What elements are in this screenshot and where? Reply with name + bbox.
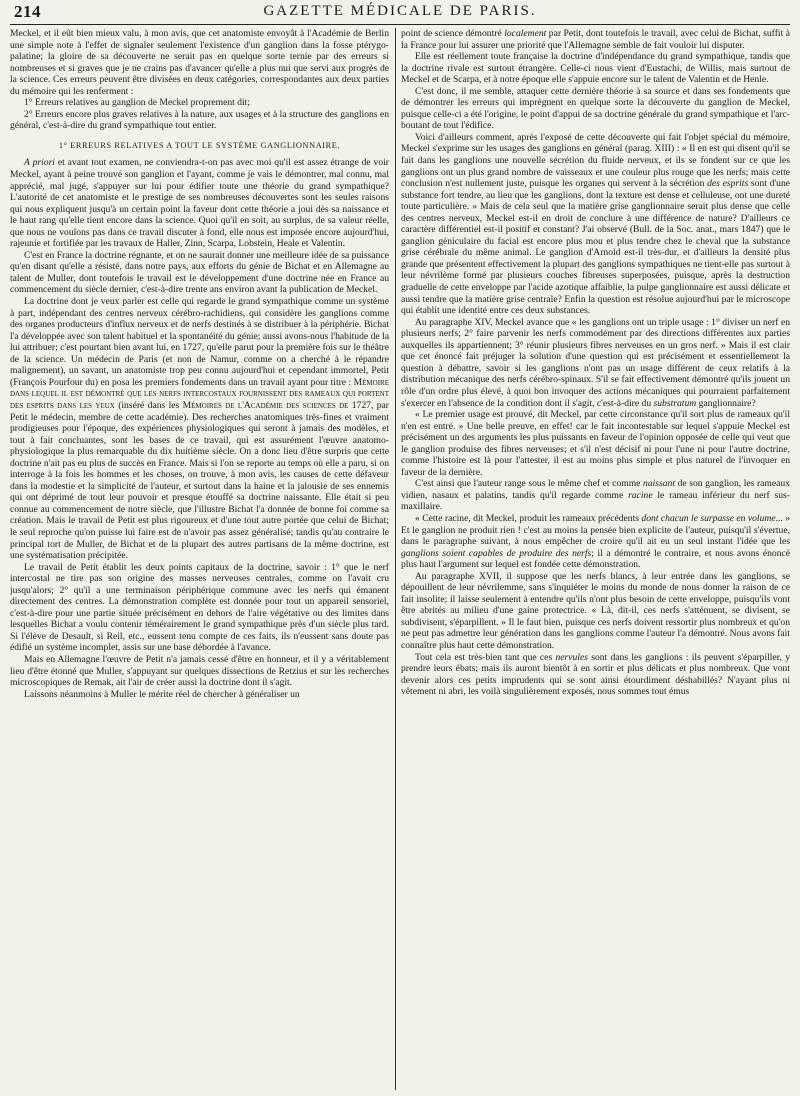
paragraph-text: ganglionnaire? [696, 397, 756, 409]
page-number: 214 [14, 2, 41, 21]
paragraph-text: point de science démontré [401, 28, 505, 39]
paragraph [401, 28, 790, 51]
right-column [401, 28, 790, 1092]
page-header [10, 2, 790, 25]
journal-title: Mémoires de l'Académie des sciences de 1727 [182, 399, 371, 411]
paragraph: C'est en France la doctrine régnante, et on ne saurait donner une meilleure idée de sa puissance qu'en disant qu'elle a résisté, dans notre pays, aux efforts du génie de Bichat et en Allemagne au talent de Muller, dont toutefois le travail est le développement d'une doctrine née en France au commencement du siècle dernier, c'est-à-dire trente ans environ avant la publication de Meckel. [10, 249, 389, 296]
emphasis: racine [628, 489, 653, 501]
paragraph-text: par Petit, dont toutefois le travail, avec celui de Bichat, suffit à la France pour lui assurer une priorité que l'Allemagne semble de fait vouloir lui disputer. [401, 28, 790, 51]
paragraph-text: le rameau inférieur du nerf sus-maxillaire. [401, 489, 790, 513]
paragraph-text: et avant tout examen, ne conviendra-t-on pas avec moi qu'il est assez étrange de voir Meckel, ayant à peine trouvé son ganglion et l'ayant, comme je vais le démontrer, mal connu, mal apprécié, mal jugé, s'appuyer sur lui pour édifier toute une théorie du grand sympathique? L'autorité de cet anatomiste et le prestige de ses nombreuses découvertes sont les seules raisons qui nous expliquent jusqu'à un certain point la faveur dont cette théorie a joui dès sa naissance et le haut rang qu'elle tient encore dans la science. Quoi qu'il en soit, au surplus, de sa valeur réelle, que nous ne voulons pas dans ce travail discuter à fond, elle nous est imposée encore aujourd'hui, rajeunie et fortifiée par les travaux de Haller, Zinn, Scarpa, Lobstein, Heale et Valentin. [10, 157, 389, 250]
emphasis: nervules [555, 651, 588, 663]
left-column [10, 28, 389, 1092]
paragraph [401, 317, 790, 409]
list-item: 2° Erreurs encore plus graves relatives à la nature, aux usages et à la structure des ganglions en général, c'est-à-dire du grand sympathique tout entier. [10, 108, 389, 132]
paragraph-text: sont dans les ganglions : ils peuvent s'éparpiller, y prendre leurs ébats; mais ils auront bientôt à en sortir et plus délicats et plus nombreux. Que vont devenir alors ces petits imprudents qui se sont ainsi étourdiment déshabillés? N'ayant plus ni vêtement ni abri, les voilà singulièrement exposés, nous sommes tout émus [401, 651, 790, 698]
paragraph [401, 513, 790, 571]
paragraph [401, 652, 790, 698]
paragraph [401, 132, 790, 317]
emphasis: naissant [643, 478, 676, 490]
paragraph: Mais en Allemagne l'œuvre de Petit n'a jamais cessé d'être en honneur, et il y a véritablement lieu d'être étonné que Muller, s'appuyant sur quelques dissections de Retzius et sur les recherches microscopiques de Remak, ait l'air de créer aussi la doctrine dont il s'agit. [10, 653, 389, 689]
emphasis: localement [504, 28, 547, 39]
paragraph-text: C'est ainsi que l'auteur range sous le même chef et comme [415, 478, 644, 490]
paragraph-text: Voici d'ailleurs comment, après l'exposé de cette découverte qui fait l'objet spécial du mémoire, Meckel s'exprime sur les usages des ganglions en général (parag. XIII) : « Il en est qui disent qu'il se fait dans les ganglions une nouvelle sécrétion du fluide nerveux, et ils se fondent sur ce que les ganglions ont un plus grand nombre de vaisseaux et une couleur plus rouge que les nerfs; mais cette conclusion n'est nullement juste, puisque les organes qui servent à la sécrétion [401, 131, 790, 190]
emphasis: ganglions soient capables de produire des nerfs [401, 547, 592, 559]
paragraph: Elle est réellement toute française la doctrine d'indépendance du grand sympathique, tandis que la doctrine rivale est surtout étrangère. Celle-ci nous vient d'Eustachi, de Willis, mais surtout de Meckel et de Scarpa, et à notre époque elle s'appuie encore sur le talent de Valentin et de Henle. [401, 51, 790, 86]
emphasis: des esprits [707, 178, 749, 190]
paragraph-text: « Cette racine, dit Meckel, produit les rameaux précédents [415, 512, 642, 524]
column-divider [395, 28, 396, 1090]
emphasis: A priori [24, 157, 55, 169]
paragraph: Meckel, et il eût bien mieux valu, à mon avis, que cet anatomiste envoyât à l'Académie de Berlin une simple note à l'effet de signaler seulement l'existence d'un ganglion dans la fosse ptérygo-palatine; la gloire de sa découverte ne serait pas en quelque sorte ternie par des erreurs si nombreuses et si graves que je ne crains pas d'avancer qu'elle a plus nui que servi aux progrès de la science. Ces erreurs peuvent être divisées en deux catégories, correspondantes aux deux parties du mémoire qui les renferment : [10, 28, 389, 97]
paragraph-text: , par Petit le médecin, membre de cette académie). Des recherches anatomiques très-fines et vraiment prodigieuses pour l'époque, des expériences physiologiques qui seront à jamais des modèles, et tout à fait concluantes, sont les bases de ce travail, qui est assurément l'œuvre anatomo-physiologique la plus remarquable du dix huitième siècle. On a donc lieu d'être surpris que cette doctrine n'ait pas eu plus de succès en France. Mais si l'on se reporte au temps où elle a paru, si on interroge à la fois les hommes et les choses, on trouve, à mon avis, les causes de cette défaveur dans la modestie et la simplicité de l'auteur, et surtout dans la haine et la jalousie de ses ennemis qui ont déprimé de tout leur pouvoir et presque étouffé sa doctrine naissante. Elle était si peu connue au commencement de notre siècle, que l'illustre Bichat l'a donnée de bonne foi comme sa création. Mais le travail de Petit est plus rigoureux et d'une tout autre portée que celui de Bichat; le seul reproche qu'on puisse lui faire est de n'avoir pas assez généralisé; tandis qu'au contraire le principal tort de Muller, de Bichat et de la plupart des autres partisans de la même doctrine, est une systématisation précipitée. [10, 399, 389, 562]
paragraph-text: (inséré dans les [114, 399, 183, 411]
paragraph-text: sont d'une substance fort tendre, au lieu que les ganglions, dont la texture est dense et celluleuse, ont une dureté toute particulière. » Mais de cela seul que la matière grise ganglionnaire serait plus dense que celle des centres nerveux, Meckel est-il en droit de conclure à une différence de nature? D'ailleurs ce caractère différentiel est-il positif et constant? J'ai observé (Bull. de la Soc. anat., mars 1847) que le ganglion géniculaire du facial est encore plus mou et plus tendre chez le cheval que la substance grise cérébrale du même animal. Le ganglion d'Arnold est-il très-dur, et d'ailleurs la densité plus grande que présentent effectivement la plupart des ganglions sympathiques ne tient-elle pas surtout à leur névrilème formé par plusieurs couches fibreuses superposées, puisque, après la destruction graduelle de cette enveloppe par l'acide azotique affaiblie, la pulpe ganglionnaire est aussi délicate et aussi tendre que la matière grise centrale? Enfin la question est résolue aujourd'hui par le microscope qui établit une identité entre ces deux substances. [401, 178, 790, 317]
running-title: GAZETTE MÉDICALE DE PARIS. [263, 3, 537, 19]
paragraph: C'est donc, il me semble, attaquer cette dernière théorie à sa source et dans ses fondements que de démontrer les erreurs qui imprègnent en quelque sorte la découverte du ganglion de Meckel, puisque celle-ci a été l'origine, le point d'appui de sa doctrine générale du grand sympathique et l'arc-boutant de tout l'édifice. [401, 85, 790, 132]
paragraph: « Le premier usage est prouvé, dit Meckel, par cette circonstance qu'il sort plus de rameaux qu'il n'en est entré. » Une belle preuve, en effet! car le fait incontestable sur lequel s'appuie Meckel est précisément un des arguments les plus puissants en faveur de l'opinion opposée de celle qui veut que le ganglion produise des fibres nerveuses; et s'il n'est décisif ni pour l'une ni pour l'autre doctrine, comme l'histoire est là pour l'attester, il est au moins plus simple et plus naturel de l'invoquer en faveur de la dernière. [401, 409, 790, 478]
paragraph-text: ; il a démontré le contraire, et nous avons énoncé plus haut l'argument sur lequel est fondée cette démonstration. [401, 547, 790, 571]
paragraph-text: Au paragraphe XIV, Meckel avance que « les ganglions ont un triple usage : 1° diviser un nerf en plusieurs nerfs; 2° faire parvenir les nerfs commodément par des directions différentes aux parties auxquelles ils appartiennent; 3° réunir plusieurs fibres nerveuses en un gros nerf. » Mais il est clair que cet énoncé fait préjuger la solution d'une question qui est précisément et essentiellement la question à débattre, savoir si les ganglions n'ont pas un usage différent de ceux relatifs à la distribution mécanique des nerfs cérébro-spinaux. S'il se fait effectivement démontré qu'ils jouent un rôle d'un ordre plus élevé, à quoi bon invoquer des actions mécaniques qui pourraient parfaitement s'exercer en l'absence de la condition dont il s'agit, c'est-à-dire du [401, 316, 790, 409]
paragraph-text: de son ganglion, les rameaux vidien, nasaux et palatins, tandis qu'il regarde comme [401, 478, 790, 501]
section-heading: 1° ERREURS RELATIVES A TOUT LE SYSTÈME GANGLIONNAIRE. [58, 140, 341, 150]
paragraph [10, 157, 389, 249]
paragraph: Au paragraphe XVII, il suppose que les nerfs blancs, à leur entrée dans les ganglions, se dépouillent de leur névrilemme, sans s'inquiéter le moins du monde de nous donner la raison de ce fait insolite; il laisse seulement à entendre qu'ils n'ont plus besoin de cette enveloppe, puisqu'ils vont être abrités au milieu d'une gaine protectrice. « Là, dit-il, ces nerfs s'atténuent, se divisent, se subdivisent, s'éparpillent. » Il le faut bien, puisque ces nerfs doivent ressortir plus nombreux et qu'on ne peut pas admettre leur génération dans les ganglions comme l'auteur l'a démontré. Nous avons fait connaître plus haut cette démonstration. [401, 570, 790, 651]
paragraph: Le travail de Petit établit les deux points capitaux de la doctrine, savoir : 1° que le nerf intercostal ne tire pas son origine des masses nerveuses centrales, comme on l'avait cru jusqu'alors; 2° qu'il a une terminaison périphérique commune avec les nerfs qui émanent directement des centres. La démonstration complète est donnée pour tout un appareil sensoriel, c'est-à-dire pour une partie située précisément en dehors de l'aire végétative ou des limites dans lesquelles Bichat a voulu contenir témérairement le grand sympathique près d'un siècle plus tard. Si l'élève de Desault, si Reil, etc., eussent tenu compte de ces faits, ils n'eussent sans doute pas édifié un système incomplet, assis sur une base débordée à l'avance. [10, 561, 389, 654]
paragraph [10, 296, 389, 562]
memoir-title: Mémoire dans lequel il est démontré que les nerfs intercostaux fournissent des rameaux qui portent des esprits dans les yeux [10, 376, 389, 411]
emphasis: dont chacun le surpasse en volume [641, 512, 776, 524]
list-item: 1° Erreurs relatives au ganglion de Meckel proprement dit; [24, 97, 251, 109]
paragraph: Laissons néanmoins à Muller le mérite réel de chercher à généraliser un [24, 688, 300, 700]
paragraph-text: ... » Et le ganglion ne produit rien ! c'est au moins la pensée bien explicite de l'auteur, puisqu'il s'évertue, dans le paragraphe suivant, à nous empêcher de croire qu'il ait eu un seul instant l'idée que les [401, 512, 790, 548]
paragraph-text: La doctrine dont je veux parler est celle qui regarde le grand sympathique comme un système à part, indépendant des centres nerveux cérébro-rachidiens, qui considère les ganglions comme des organes producteurs d'influx nerveux et de nerfs destinés à se distribuer à la périphérie. Bichat l'a développée avec son talent habituel et la spontanéité du génie; aussi avons-nous l'habitude de la lui attribuer; c'est pourtant bien avant lui, en 1727, qu'elle parut pour la première fois sur le théâtre de la science. Un médecin de Paris (et non de Namur, comme on a cherché à le répandre malignement), un savant, un anatomiste trop peu connu aujourd'hui et cependant immortel, Petit (François Pourfour du) en posa les premiers fondements dans un travail ayant pour titre : [10, 296, 389, 388]
paragraph-text: Tout cela est très-bien tant que ces [415, 651, 556, 663]
paragraph [401, 478, 790, 513]
emphasis: substratum [653, 397, 697, 409]
